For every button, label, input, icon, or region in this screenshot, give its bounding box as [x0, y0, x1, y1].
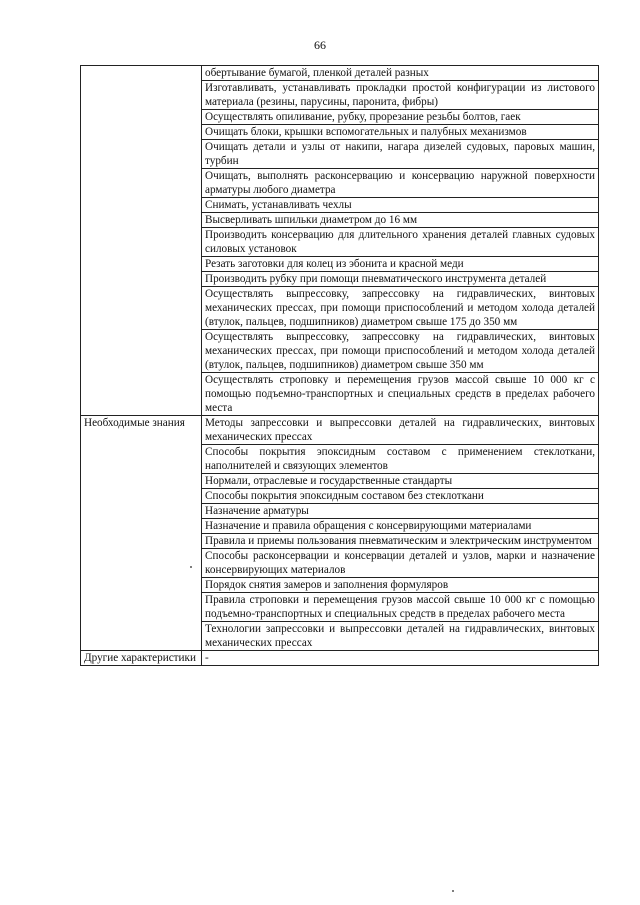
labor-action-item: Очищать блоки, крышки вспомогательных и палубных механизмов — [202, 125, 599, 140]
labor-action-item: Очищать, выполнять расконсервацию и консервацию наружной поверхности арматуры любого диаметра — [202, 169, 599, 198]
knowledge-item: Правила и приемы пользования пневматическим и электрическим инструментом — [202, 534, 599, 549]
labor-action-item: Производить рубку при помощи пневматического инструмента деталей — [202, 272, 599, 287]
page-number: 66 — [314, 38, 326, 52]
labor-action-item: Снимать, устанавливать чехлы — [202, 198, 599, 213]
knowledge-label: Необходимые знания — [81, 416, 202, 651]
labor-action-item: обертывание бумагой, пленкой деталей разных — [202, 66, 599, 81]
knowledge-item: Технологии запрессовки и выпрессовки деталей на гидравлических, винтовых механических прессах — [202, 622, 599, 651]
other-characteristics-label: Другие характеристики — [81, 651, 202, 666]
knowledge-item: Способы покрытия эпоксидным составом без стеклоткани — [202, 489, 599, 504]
labor-action-item: Производить консервацию для длительного хранения деталей главных судовых силовых установок — [202, 228, 599, 257]
knowledge-item: Правила строповки и перемещения грузов массой свыше 10 000 кг с помощью подъемно-транспортных и специальных средств в пределах рабочего места — [202, 593, 599, 622]
requirements-table — [80, 65, 599, 666]
labor-action-item: Осуществлять строповку и перемещения грузов массой свыше 10 000 кг с помощью подъемно-транспортных и специальных средств в пределах рабочего места — [202, 373, 599, 416]
knowledge-item: Способы расконсервации и консервации деталей и узлов, марки и назначение консервирующих материалов — [202, 549, 599, 578]
labor-action-item: Изготавливать, устанавливать прокладки простой конфигурации из листового материала (резины, парусины, паронита, фибры) — [202, 81, 599, 110]
knowledge-item: Порядок снятия замеров и заполнения формуляров — [202, 578, 599, 593]
scan-speck — [452, 890, 454, 892]
labor-action-item: Осуществлять выпрессовку, запрессовку на гидравлических, винтовых механических прессах, при помощи приспособлений и методом холода деталей (втулок, пальцев, подшипников) диаметром свыше 175 до 350 мм — [202, 287, 599, 330]
knowledge-item: Нормали, отраслевые и государственные стандарты — [202, 474, 599, 489]
labor-actions-label-cell — [81, 66, 202, 416]
table-row — [81, 416, 599, 445]
knowledge-item: Назначение арматуры — [202, 504, 599, 519]
labor-action-item: Очищать детали и узлы от накипи, нагара дизелей судовых, паровых машин, турбин — [202, 140, 599, 169]
table-row — [81, 651, 599, 666]
other-characteristics-value: - — [202, 651, 599, 666]
scan-speck — [190, 566, 192, 568]
knowledge-item: Методы запрессовки и выпрессовки деталей на гидравлических, винтовых механических прессах — [202, 416, 599, 445]
knowledge-item: Назначение и правила обращения с консервирующими материалами — [202, 519, 599, 534]
labor-action-item: Высверливать шпильки диаметром до 16 мм — [202, 213, 599, 228]
labor-action-item: Осуществлять выпрессовку, запрессовку на гидравлических, винтовых механических прессах, при помощи приспособлений и методом холода деталей (втулок, пальцев, подшипников) диаметром свыше 350 мм — [202, 330, 599, 373]
knowledge-item: Способы покрытия эпоксидным составом с применением стеклоткани, наполнителей и связующих элементов — [202, 445, 599, 474]
labor-action-item: Осуществлять опиливание, рубку, прорезание резьбы болтов, гаек — [202, 110, 599, 125]
labor-action-item: Резать заготовки для колец из эбонита и красной меди — [202, 257, 599, 272]
table-row — [81, 66, 599, 81]
